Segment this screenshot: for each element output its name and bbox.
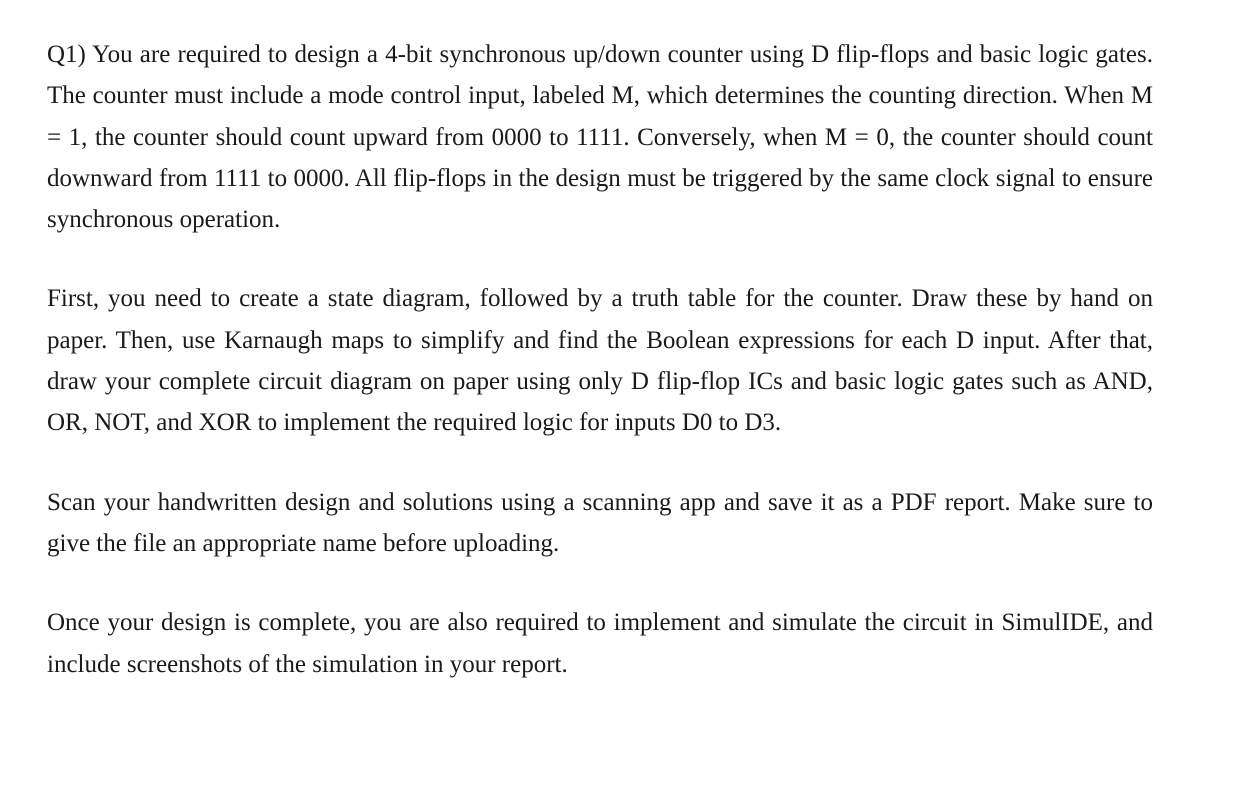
submission-paragraph: Scan your handwritten design and solutions using a scanning app and save it as a PDF report. Make sure to give the file an appropriate name before uploading. bbox=[47, 488, 1153, 557]
simulation-paragraph: Once your design is complete, you are also required to implement and simulate the circuit in SimulIDE, and include screenshots of the simulation in your report. bbox=[47, 609, 1153, 678]
document-page bbox=[47, 34, 1153, 685]
question-paragraph: Q1) You are required to design a 4-bit synchronous up/down counter using D flip-flops and basic logic gates. The counter must include a mode control input, labeled M, which determines the counting direction. When M = 1, the counter should count upward from 0000 to 1111. Conversely, when M = 0, the counter should count downward from 1111 to 0000. All flip-flops in the design must be triggered by the same clock signal to ensure synchronous operation. bbox=[47, 41, 1153, 234]
instructions-paragraph: First, you need to create a state diagram, followed by a truth table for the counter. Draw these by hand on paper. Then, use Karnaugh maps to simplify and find the Boolean expressions for each D input. After that, draw your complete circuit diagram on paper using only D flip-flop ICs and basic logic gates such as AND, OR, NOT, and XOR to implement the required logic for inputs D0 to D3. bbox=[47, 285, 1153, 437]
